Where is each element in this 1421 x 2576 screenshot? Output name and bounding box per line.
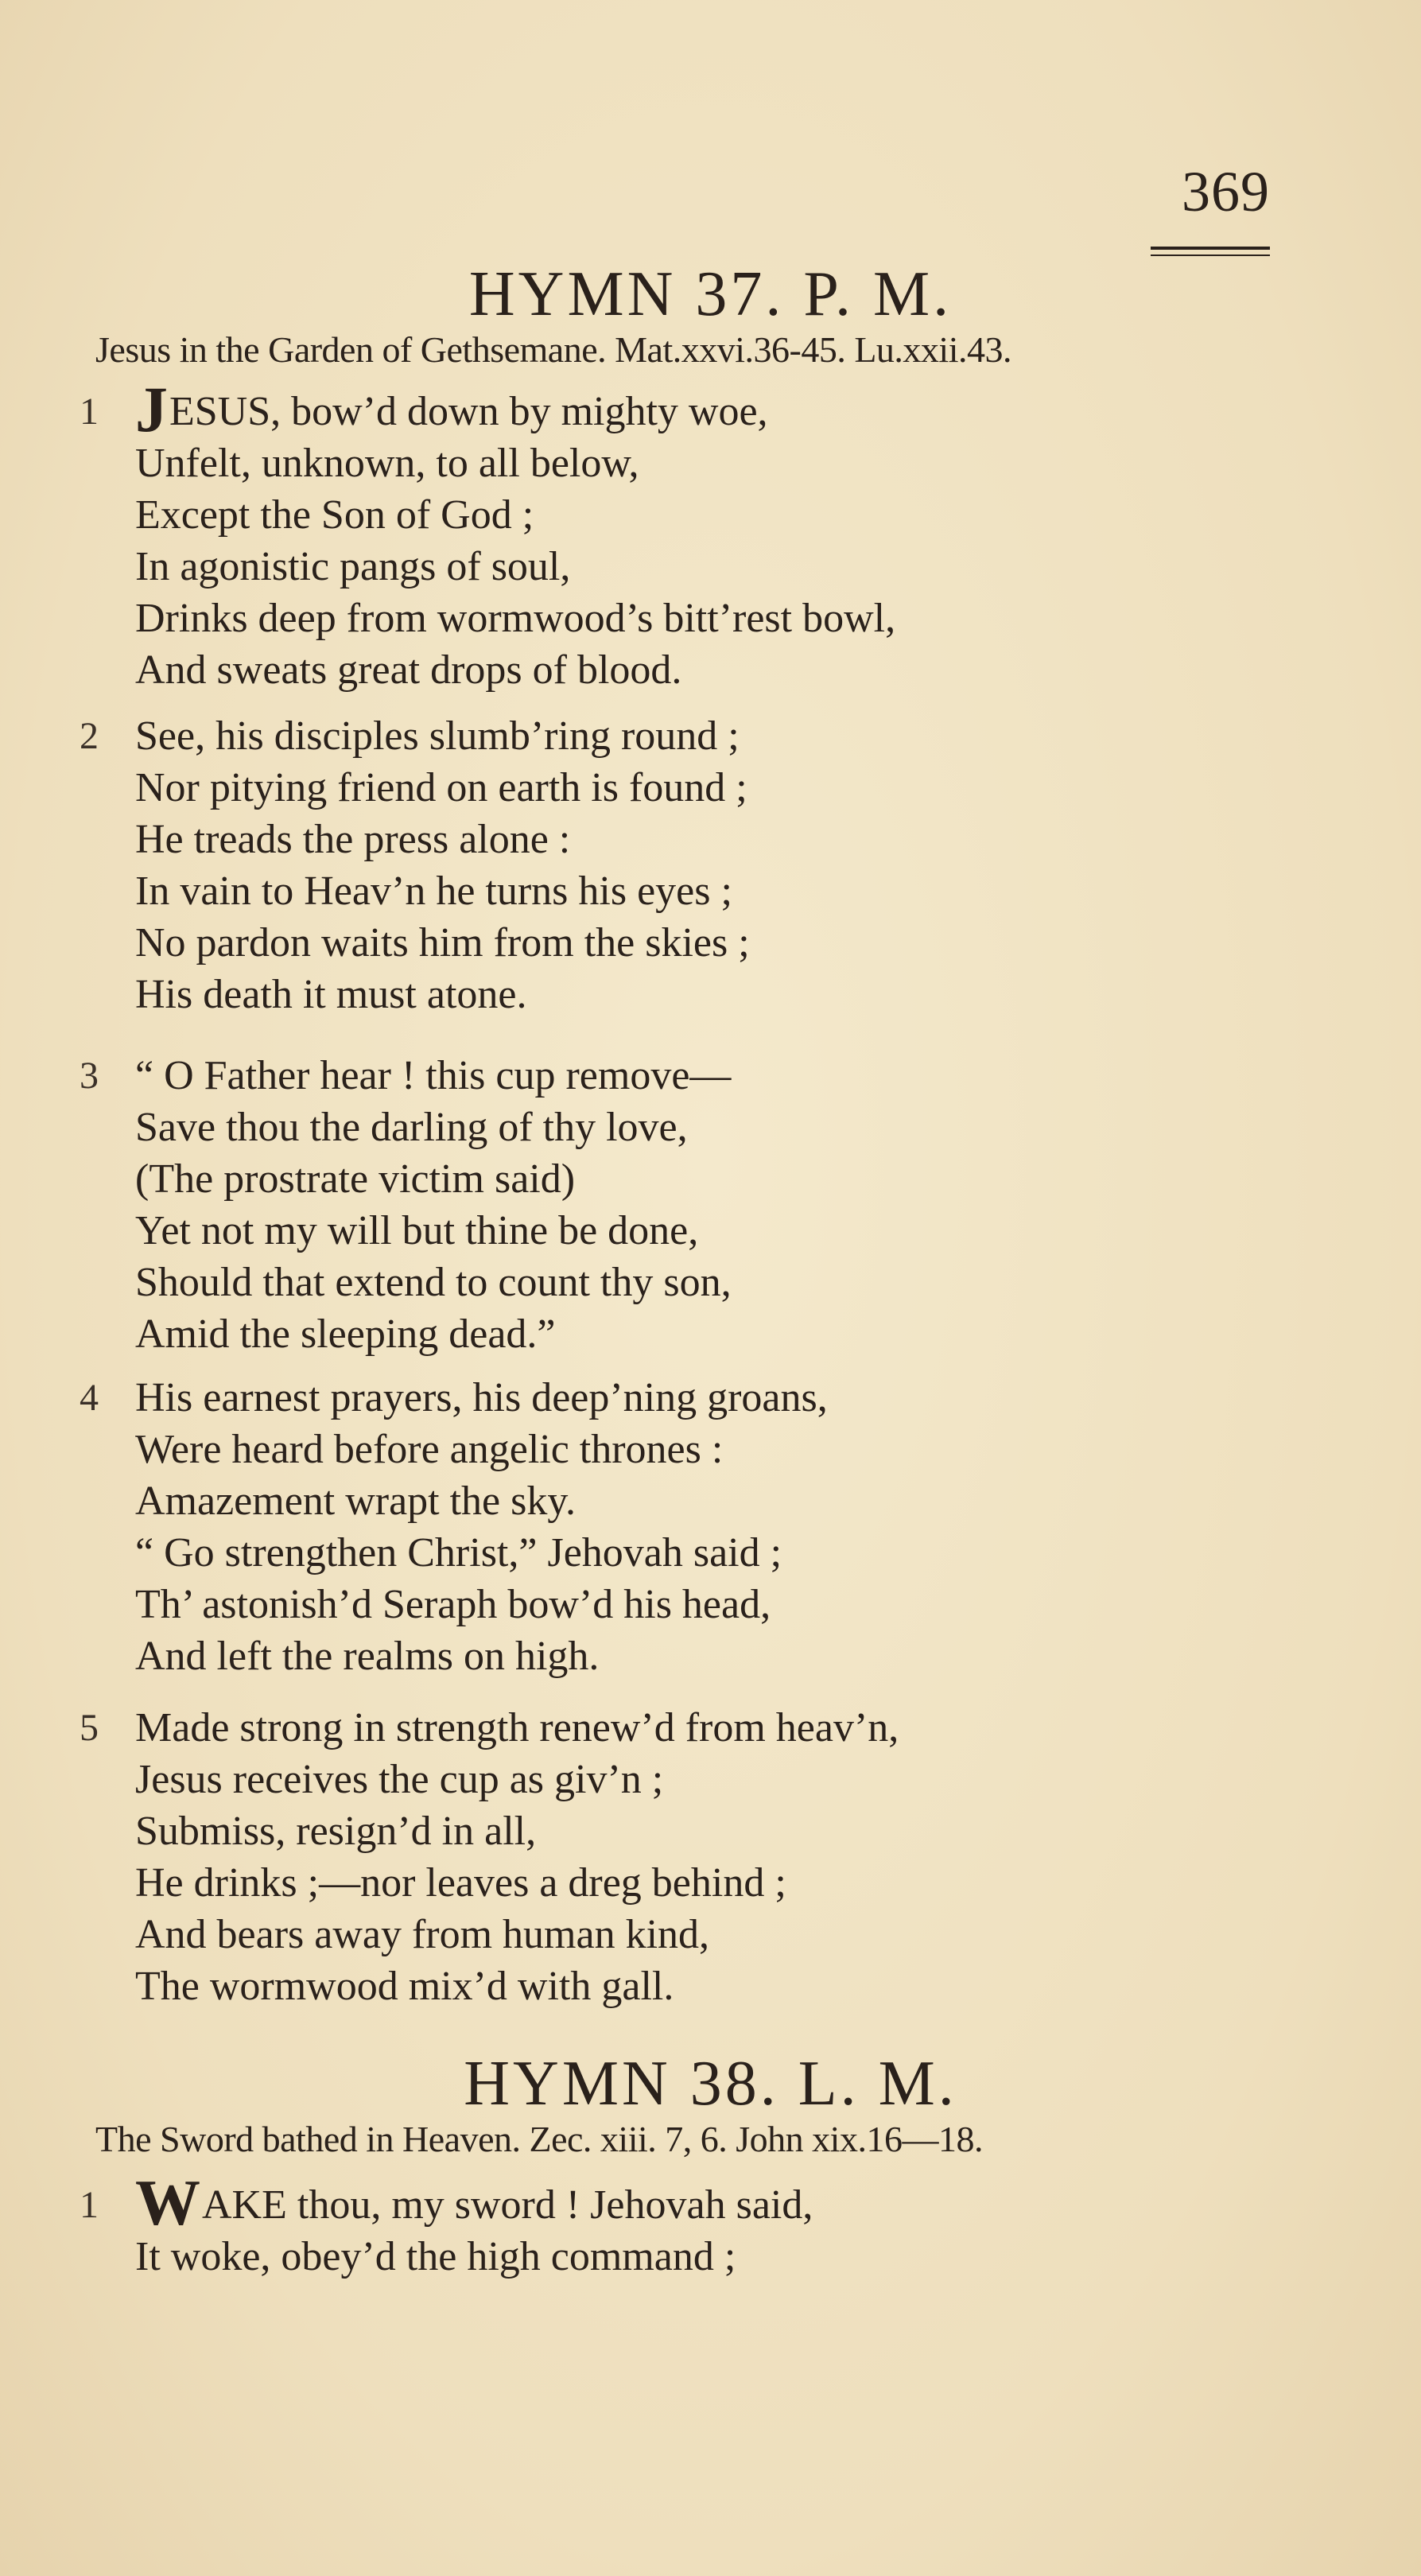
hymn-37-stanza-4 bbox=[80, 1372, 1256, 1682]
verse-line bbox=[80, 762, 1256, 814]
verse-text: See, his disciples slumb’ring round ; bbox=[135, 713, 740, 759]
page-number: 369 bbox=[1182, 160, 1270, 223]
verse-line bbox=[80, 1424, 1256, 1475]
verse-line bbox=[80, 489, 1256, 541]
verse-line bbox=[80, 541, 1256, 593]
verse-line bbox=[80, 917, 1256, 969]
verse-text: ESUS, bow’d down by mighty woe, bbox=[169, 389, 768, 434]
drop-cap: J bbox=[135, 373, 168, 445]
verse-line bbox=[80, 1102, 1256, 1153]
stanza-number: 1 bbox=[80, 2184, 99, 2226]
verse-line bbox=[80, 437, 1256, 489]
verse-line bbox=[80, 1153, 1256, 1205]
verse-text: Drinks deep from wormwood’s bitt’rest bowl, bbox=[135, 596, 896, 641]
verse-line bbox=[80, 2231, 1256, 2283]
hymn-37-subtitle: Jesus in the Garden of Gethsemane. Mat.xxvi.36-45. Lu.xxii.43. bbox=[95, 329, 1011, 370]
verse-text: Amazement wrapt the sky. bbox=[135, 1478, 576, 1524]
verse-line bbox=[80, 1579, 1256, 1630]
verse-line bbox=[80, 710, 1256, 762]
verse-text: His earnest prayers, his deep’ning groans, bbox=[135, 1375, 828, 1420]
hymn-38-stanza-1 bbox=[80, 2166, 1256, 2283]
verse-line bbox=[80, 1527, 1256, 1579]
verse-line bbox=[80, 814, 1256, 865]
hymn-38-subtitle: The Sword bathed in Heaven. Zec. xiii. 7, 6. John xix.16—18. bbox=[95, 2119, 983, 2159]
verse-line bbox=[80, 1754, 1256, 1805]
hymn-37-stanza-2 bbox=[80, 710, 1256, 1020]
verse-line bbox=[80, 1909, 1256, 1960]
verse-text: Yet not my will but thine be done, bbox=[135, 1208, 699, 1253]
verse-line bbox=[80, 593, 1256, 644]
verse-line bbox=[80, 2166, 1256, 2239]
verse-line bbox=[80, 373, 1256, 445]
verse-line bbox=[80, 1372, 1256, 1424]
verse-text: Jesus receives the cup as giv’n ; bbox=[135, 1757, 664, 1802]
verse-line bbox=[80, 865, 1256, 917]
verse-text: Made strong in strength renew’d from heav’n, bbox=[135, 1705, 899, 1750]
verse-text: And bears away from human kind, bbox=[135, 1912, 710, 1957]
verse-text: He drinks ;—nor leaves a dreg behind ; bbox=[135, 1860, 786, 1906]
drop-cap: W bbox=[135, 2166, 200, 2239]
verse-text: AKE thou, my sword ! Jehovah said, bbox=[202, 2182, 813, 2228]
verse-text: “ Go strengthen Christ,” Jehovah said ; bbox=[135, 1530, 782, 1576]
verse-text: He treads the press alone : bbox=[135, 817, 571, 862]
verse-line bbox=[80, 1960, 1256, 2012]
verse-text: Were heard before angelic thrones : bbox=[135, 1427, 724, 1472]
verse-text: Submiss, resign’d in all, bbox=[135, 1809, 537, 1854]
verse-text: It woke, obey’d the high command ; bbox=[135, 2234, 736, 2279]
stanza-number: 3 bbox=[80, 1055, 99, 1097]
stanza-number: 4 bbox=[80, 1377, 99, 1419]
verse-text: Should that extend to count thy son, bbox=[135, 1260, 732, 1305]
verse-line bbox=[80, 1257, 1256, 1308]
stanza-number: 2 bbox=[80, 715, 99, 757]
verse-text: Nor pitying friend on earth is found ; bbox=[135, 765, 747, 810]
hymn-37-stanza-5 bbox=[80, 1702, 1256, 2012]
verse-text: No pardon waits him from the skies ; bbox=[135, 920, 750, 966]
verse-text: And sweats great drops of blood. bbox=[135, 647, 682, 693]
verse-line bbox=[80, 1630, 1256, 1682]
verse-line bbox=[80, 1805, 1256, 1857]
hymn-38-title: HYMN 38. L. M. bbox=[464, 2049, 957, 2119]
hymn-37-title: HYMN 37. P. M. bbox=[468, 259, 953, 329]
hymn-37-stanza-1 bbox=[80, 373, 1256, 696]
header-rule bbox=[1151, 247, 1270, 250]
verse-line bbox=[80, 1050, 1256, 1102]
verse-text: Unfelt, unknown, to all below, bbox=[135, 441, 639, 486]
verse-line bbox=[80, 1475, 1256, 1527]
header-rule-thin bbox=[1151, 254, 1270, 256]
verse-text: Amid the sleeping dead.” bbox=[135, 1311, 556, 1357]
stanza-number: 5 bbox=[80, 1707, 99, 1749]
verse-text: Th’ astonish’d Seraph bow’d his head, bbox=[135, 1582, 771, 1627]
verse-line bbox=[80, 1308, 1256, 1360]
verse-line bbox=[80, 1205, 1256, 1257]
verse-text: In agonistic pangs of soul, bbox=[135, 544, 571, 589]
verse-text: Except the Son of God ; bbox=[135, 492, 534, 538]
verse-text: The wormwood mix’d with gall. bbox=[135, 1964, 674, 2009]
verse-line bbox=[80, 1702, 1256, 1754]
verse-line bbox=[80, 644, 1256, 696]
verse-text: Save thou the darling of thy love, bbox=[135, 1105, 688, 1150]
verse-text: His death it must atone. bbox=[135, 972, 527, 1017]
verse-text: (The prostrate victim said) bbox=[135, 1156, 576, 1202]
stanza-number: 1 bbox=[80, 390, 99, 433]
hymn-37-stanza-3 bbox=[80, 1050, 1256, 1360]
verse-line bbox=[80, 969, 1256, 1020]
verse-text: In vain to Heav’n he turns his eyes ; bbox=[135, 868, 732, 914]
verse-line bbox=[80, 1857, 1256, 1909]
verse-text: And left the realms on high. bbox=[135, 1634, 600, 1679]
verse-text: “ O Father hear ! this cup remove— bbox=[135, 1053, 732, 1098]
